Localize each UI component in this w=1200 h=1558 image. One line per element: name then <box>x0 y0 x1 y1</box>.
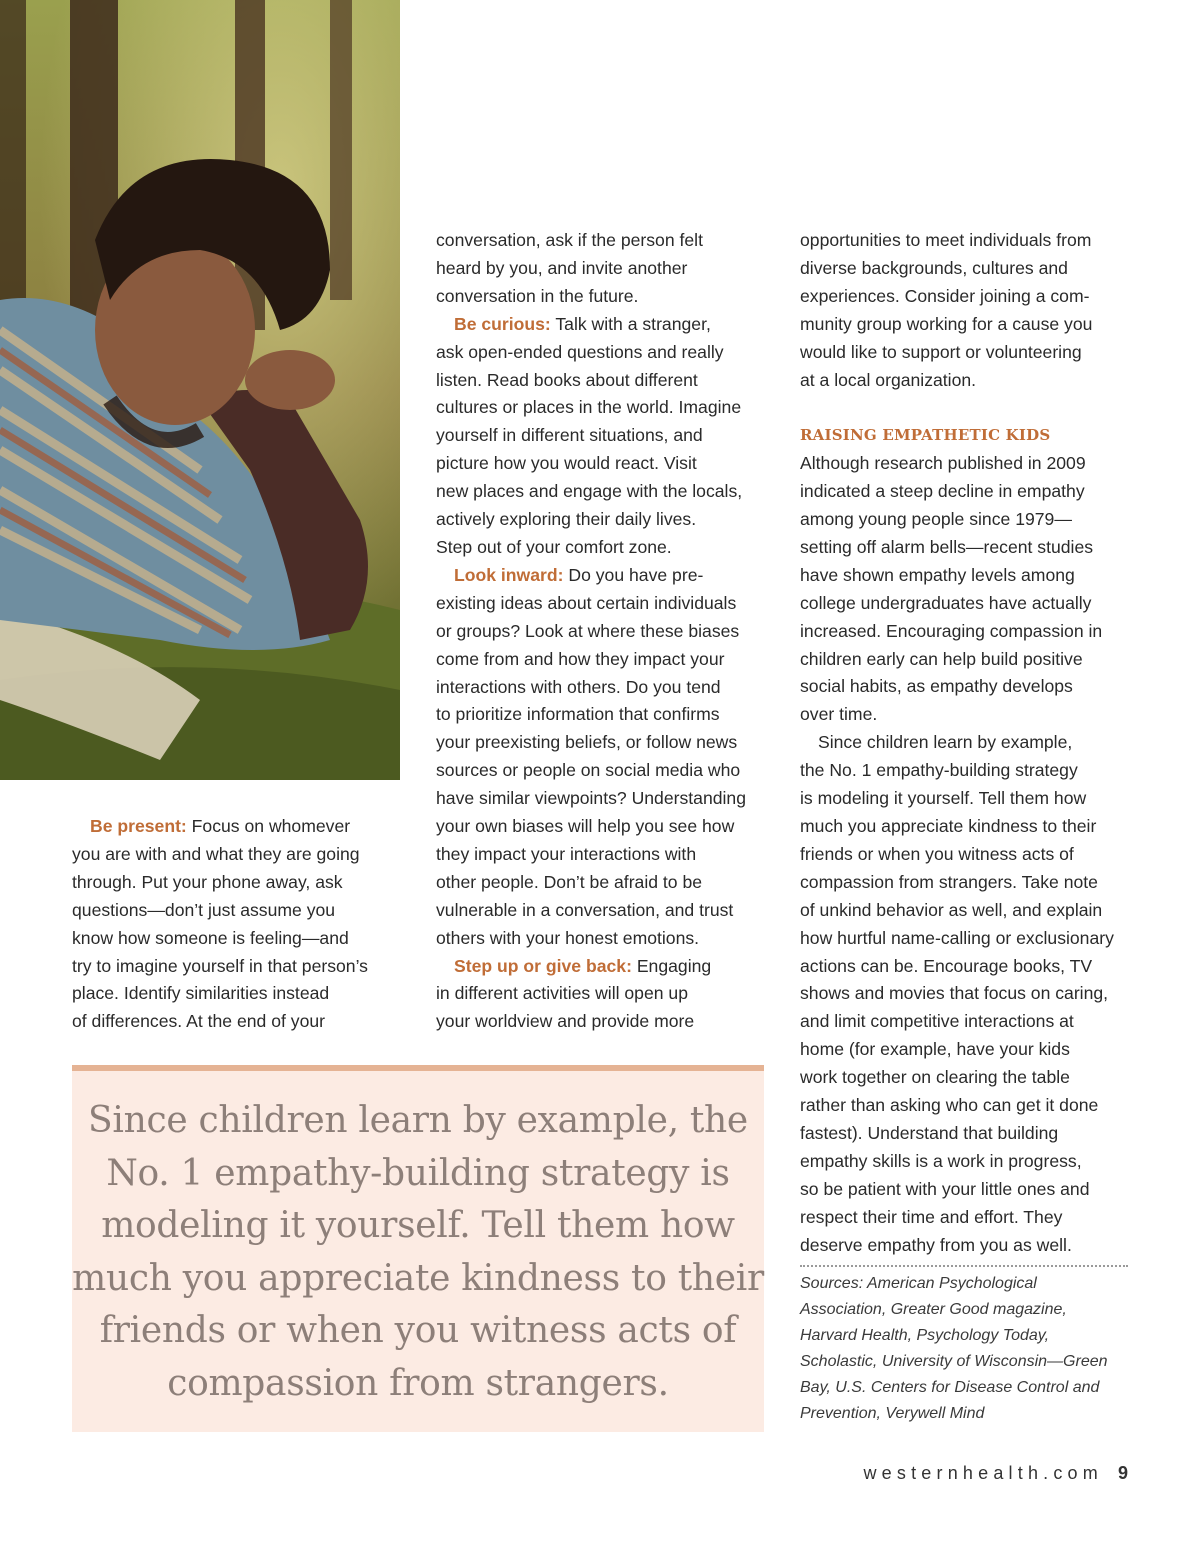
feature-photo <box>0 0 400 780</box>
page-number: 9 <box>1117 1463 1128 1483</box>
quote-line: Since children learn by example, the <box>88 1100 748 1141</box>
text-line: empathy skills is a work in progress, <box>800 1150 1082 1171</box>
text-line: indicated a steep decline in empathy <box>800 481 1085 502</box>
text-line: Since children learn by example, <box>818 732 1073 753</box>
text-line: cultures or places in the world. Imagine <box>436 397 742 418</box>
text-line: opportunities to meet individuals from <box>800 230 1092 250</box>
text-line: children early can help build positive <box>800 648 1083 669</box>
text-line: listen. Read books about different <box>436 369 698 390</box>
text-line: would like to support or volunteering <box>800 341 1082 362</box>
text-line: Although research published in 2009 <box>800 453 1086 474</box>
text-line: heard by you, and invite another <box>436 257 688 278</box>
column-1 <box>72 813 402 1036</box>
text-line: how hurtful name-calling or exclusionary <box>800 927 1114 948</box>
text-line: Harvard Health, Psychology Today, <box>800 1326 1050 1344</box>
text-line: questions—don’t just assume you <box>72 899 336 920</box>
text-line: Bay, U.S. Centers for Disease Control and <box>800 1378 1100 1396</box>
lead-step-up: Step up or give back: <box>454 955 632 976</box>
section-heading: RAISING EMPATHETIC KIDS <box>800 426 1051 445</box>
paragraph-continued-opportunities <box>800 227 1130 394</box>
text-line: your preexisting beliefs, or follow news <box>436 732 738 753</box>
text-line: vulnerable in a conversation, and trust <box>436 899 734 920</box>
text-line: actions can be. Encourage books, TV <box>800 955 1093 976</box>
text-line: conversation in the future. <box>436 285 639 306</box>
text-line: new places and engage with the locals, <box>436 481 743 502</box>
text-line: Scholastic, University of Wisconsin—Green <box>800 1352 1108 1370</box>
text-line: social habits, as empathy develops <box>800 676 1073 697</box>
text-line <box>72 813 402 841</box>
text-line: compassion from strangers. Take note <box>800 871 1098 892</box>
text-line: try to imagine yourself in that person’s <box>72 955 368 976</box>
text-line: experiences. Consider joining a com- <box>800 285 1090 306</box>
text-segment: Talk with a stranger, <box>550 313 711 334</box>
text-line: place. Identify similarities instead <box>72 983 330 1004</box>
quote-line: No. 1 empathy-building strategy is <box>106 1152 730 1194</box>
text-line <box>436 562 771 590</box>
quote-line: friends or when you witness acts of <box>99 1310 737 1351</box>
text-line: of differences. At the end of your <box>72 1011 325 1032</box>
photo-illustration <box>0 0 400 780</box>
text-line: yourself in different situations, and <box>436 425 703 446</box>
lead-be-curious: Be curious: <box>454 313 551 334</box>
pull-quote-box <box>72 1065 764 1432</box>
text-line: others with your honest emotions. <box>436 927 700 948</box>
text-line: know how someone is feeling—and <box>72 927 349 948</box>
text-line: ask open-ended questions and really <box>436 341 724 362</box>
text-line: fastest). Understand that building <box>800 1122 1059 1143</box>
text-line: college undergraduates have actually <box>800 592 1092 613</box>
text-line: sources or people on social media who <box>436 760 741 781</box>
text-line: increased. Encouraging compassion in <box>800 620 1103 641</box>
text-line: friends or when you witness acts of <box>800 843 1074 864</box>
text-line: to prioritize information that confirms <box>436 704 720 725</box>
text-line: of unkind behavior as well, and explain <box>800 899 1103 920</box>
text-line: setting off alarm bells—recent studies <box>800 536 1094 557</box>
text-line <box>436 311 771 339</box>
text-line: at a local organization. <box>800 369 977 390</box>
text-line: conversation, ask if the person felt <box>436 230 703 250</box>
text-line: other people. Don’t be afraid to be <box>436 871 703 892</box>
text-line: existing ideas about certain individuals <box>436 592 737 613</box>
text-line: Association, Greater Good magazine, <box>800 1300 1067 1318</box>
page-footer <box>863 1463 1128 1484</box>
text-line: home (for example, have your kids <box>800 1039 1070 1060</box>
column-2 <box>436 227 771 1036</box>
website-url: westernhealth.com <box>863 1463 1103 1483</box>
sources-divider <box>800 1265 1128 1267</box>
paragraph-continued <box>436 227 771 311</box>
text-line: Prevention, Verywell Mind <box>800 1404 985 1422</box>
text-line: munity group working for a cause you <box>800 313 1093 334</box>
text-line: actively exploring their daily lives. <box>436 509 697 530</box>
text-line: have similar viewpoints? Understanding <box>436 788 747 809</box>
pull-quote-text <box>72 1095 764 1410</box>
text-line: or groups? Look at where these biases <box>436 620 740 641</box>
text-line: Step out of your comfort zone. <box>436 536 672 557</box>
text-segment: Focus on whomever <box>186 816 351 836</box>
text-line: diverse backgrounds, cultures and <box>800 257 1068 278</box>
text-line: interactions with others. Do you tend <box>436 676 721 697</box>
text-line: Sources: American Psychological <box>800 1275 1037 1292</box>
text-line: is modeling it yourself. Tell them how <box>800 788 1087 809</box>
text-line: picture how you would react. Visit <box>436 453 697 474</box>
text-segment: Do you have pre- <box>563 564 704 585</box>
text-line: among young people since 1979— <box>800 509 1072 530</box>
text-line: deserve empathy from you as well. <box>800 1234 1072 1255</box>
lead-look-inward: Look inward: <box>454 564 564 585</box>
text-line: and limit competitive interactions at <box>800 1011 1074 1032</box>
text-line: over time. <box>800 704 878 725</box>
text-line: you are with and what they are going <box>72 843 360 864</box>
paragraph-look-inward <box>436 562 771 953</box>
sources-note <box>800 1271 1130 1426</box>
paragraph-modeling <box>800 729 1130 1259</box>
text-line: through. Put your phone away, ask <box>72 871 343 892</box>
lead-be-present: Be present: <box>90 816 187 836</box>
text-line: rather than asking who can get it done <box>800 1095 1099 1116</box>
quote-line: modeling it yourself. Tell them how <box>101 1205 735 1246</box>
text-segment: Engaging <box>631 955 712 976</box>
text-line: so be patient with your little ones and <box>800 1178 1090 1199</box>
paragraph-research <box>800 450 1130 729</box>
text-line: respect their time and effort. They <box>800 1206 1063 1227</box>
text-line: they impact your interactions with <box>436 843 697 864</box>
text-line: come from and how they impact your <box>436 648 725 669</box>
text-line: the No. 1 empathy-building strategy <box>800 760 1078 781</box>
text-line: have shown empathy levels among <box>800 564 1075 585</box>
quote-line: much you appreciate kindness to their <box>72 1257 764 1299</box>
text-line: your own biases will help you see how <box>436 816 735 837</box>
column-3 <box>800 227 1130 1260</box>
text-line: much you appreciate kindness to their <box>800 816 1097 837</box>
text-line <box>436 953 771 981</box>
text-line: your worldview and provide more <box>436 1011 695 1032</box>
text-line: in different activities will open up <box>436 983 688 1004</box>
paragraph-step-up <box>436 953 771 1037</box>
paragraph-be-present <box>72 813 402 1036</box>
text-line: shows and movies that focus on caring, <box>800 983 1109 1004</box>
text-line: work together on clearing the table <box>800 1067 1070 1088</box>
paragraph-be-curious <box>436 311 771 562</box>
quote-line: compassion from strangers. <box>167 1362 669 1404</box>
